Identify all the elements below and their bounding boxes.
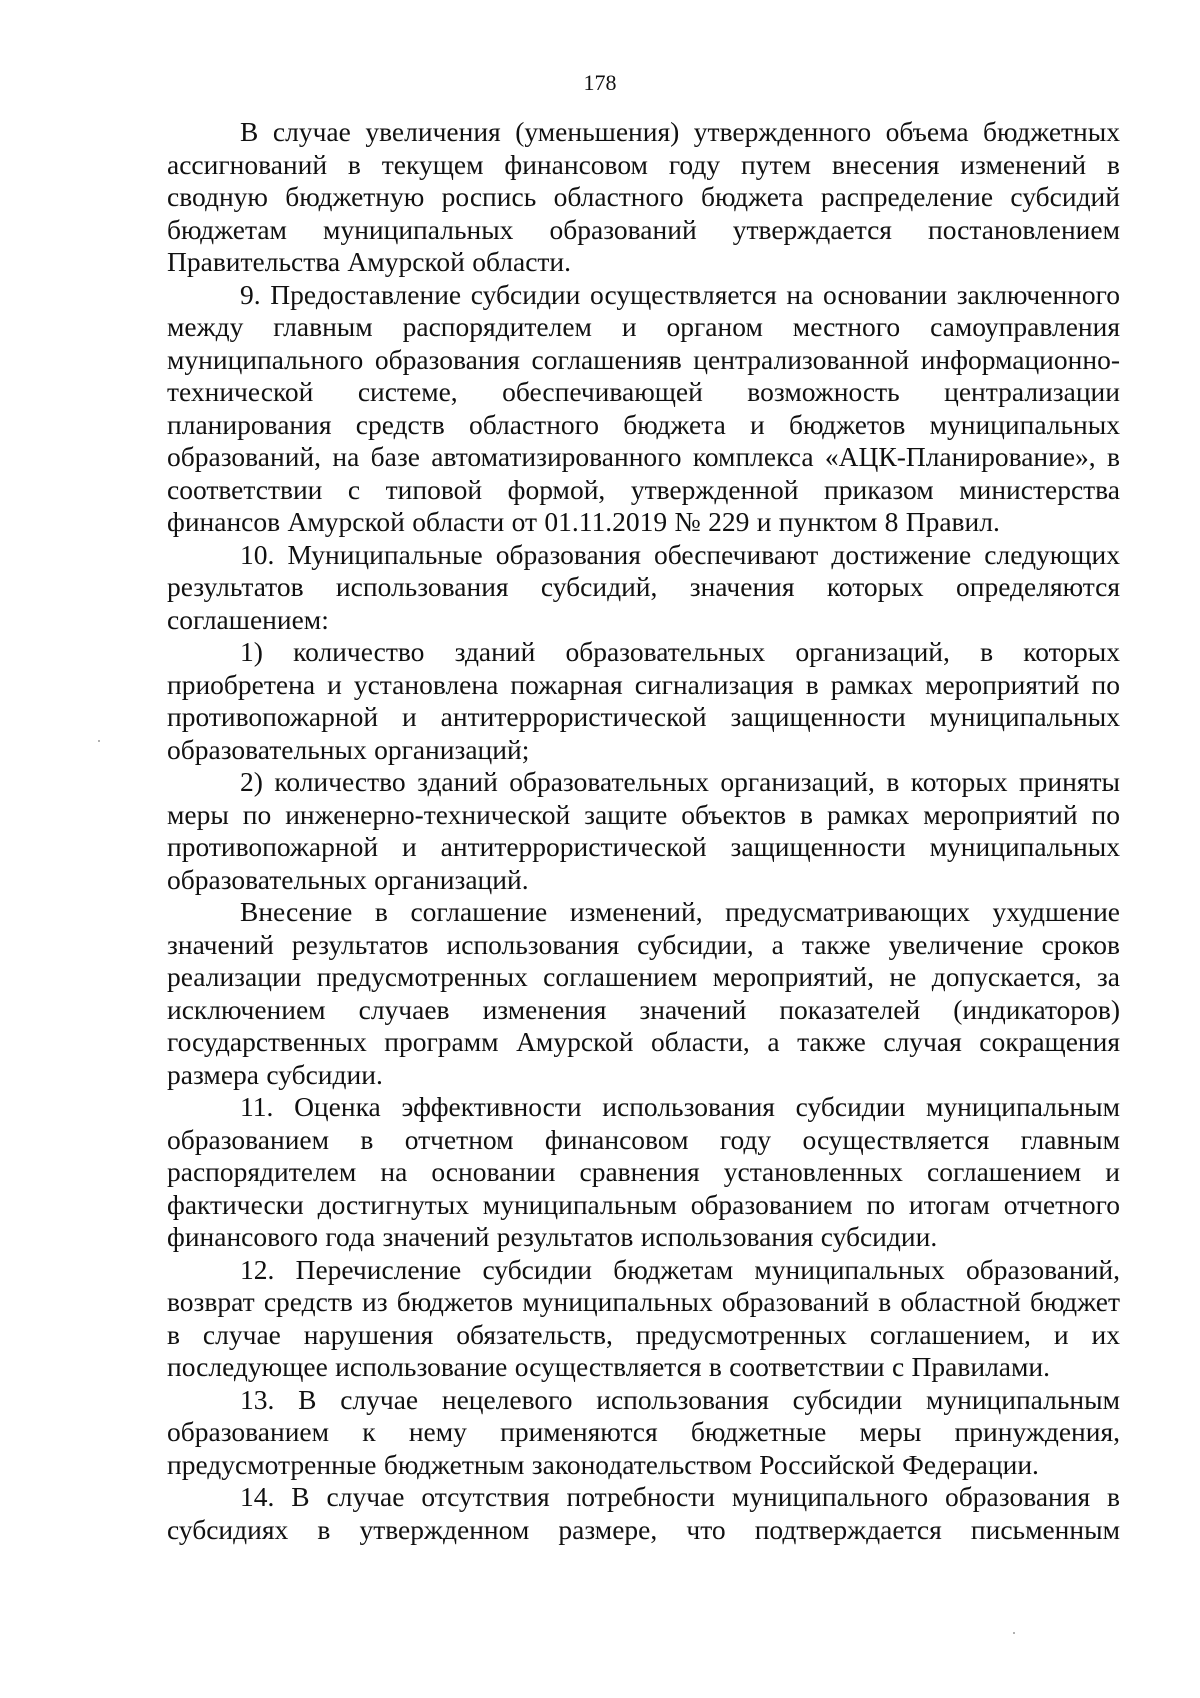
paragraph-result-1: 1) количество зданий образовательных организаций, в которых приобретена и установлена пожарная сигнализация в рамках мероприятий по противопожарной и антитеррористической защищенности муниципальных образовательных организаций; [167, 636, 1120, 765]
paragraph-item-9: 9. Предоставление субсидии осуществляется на основании заключенного между главным распорядителем и органом местного самоуправления муниципального образования соглашенияв централизованной информационно-технической системе, обеспечивающей возможность централизации планирования средств областного бюджета и бюджетов муниципальных образований, на базе автоматизированного комплекса «АЦК-Планирование», в соответствии с типовой формой, утвержденной приказом министерства финансов Амурской области от 01.11.2019 № 229 и пунктом 8 Правил. [167, 278, 1120, 537]
paragraph-agreement-changes: Внесение в соглашение изменений, предусматривающих ухудшение значений результатов использования субсидии, а также увеличение сроков реализации предусмотренных соглашением мероприятий, не допускается, за исключением случаев изменения значений показателей (индикаторов) государственных программ Амурской области, а также случая сокращения размера субсидии. [167, 896, 1120, 1090]
scan-speck [98, 740, 100, 742]
paragraph-budget-changes: В случае увеличения (уменьшения) утвержденного объема бюджетных ассигнований в текущем финансовом году путем внесения изменений в сводную бюджетную роспись областного бюджета распределение субсидий бюджетам муниципальных образований утверждается постановлением Правительства Амурской области. [167, 116, 1120, 277]
paragraph-item-12: 12. Перечисление субсидии бюджетам муниципальных образований, возврат средств из бюджетов муниципальных образований в областной бюджет в случае нарушения обязательств, предусмотренных соглашением, и их последующее использование осуществляется в соответствии с Правилами. [167, 1253, 1120, 1382]
paragraph-item-13: 13. В случае нецелевого использования субсидии муниципальным образованием к нему применяются бюджетные меры принуждения, предусмотренные бюджетным законодательством Российской Федерации. [167, 1383, 1120, 1480]
document-body [167, 116, 1120, 1546]
paragraph-item-14: 14. В случае отсутствия потребности муниципального образования в субсидиях в утвержденном размере, что подтверждается письменным [167, 1481, 1120, 1545]
paragraph-item-11: 11. Оценка эффективности использования субсидии муниципальным образованием в отчетном финансовом году осуществляется главным распорядителем на основании сравнения установленных соглашением и фактически достигнутых муниципальным образованием по итогам отчетного финансового года значений результатов использования субсидии. [167, 1091, 1120, 1252]
page-number: 178 [583, 70, 617, 95]
scan-speck [1013, 1632, 1015, 1634]
paragraph-result-2: 2) количество зданий образовательных организаций, в которых приняты меры по инженерно-технической защите объектов в рамках мероприятий по противопожарной и антитеррористической защищенности муниципальных образовательных организаций. [167, 766, 1120, 895]
paragraph-item-10: 10. Муниципальные образования обеспечивают достижение следующих результатов использования субсидий, значения которых определяются соглашением: [167, 538, 1120, 635]
